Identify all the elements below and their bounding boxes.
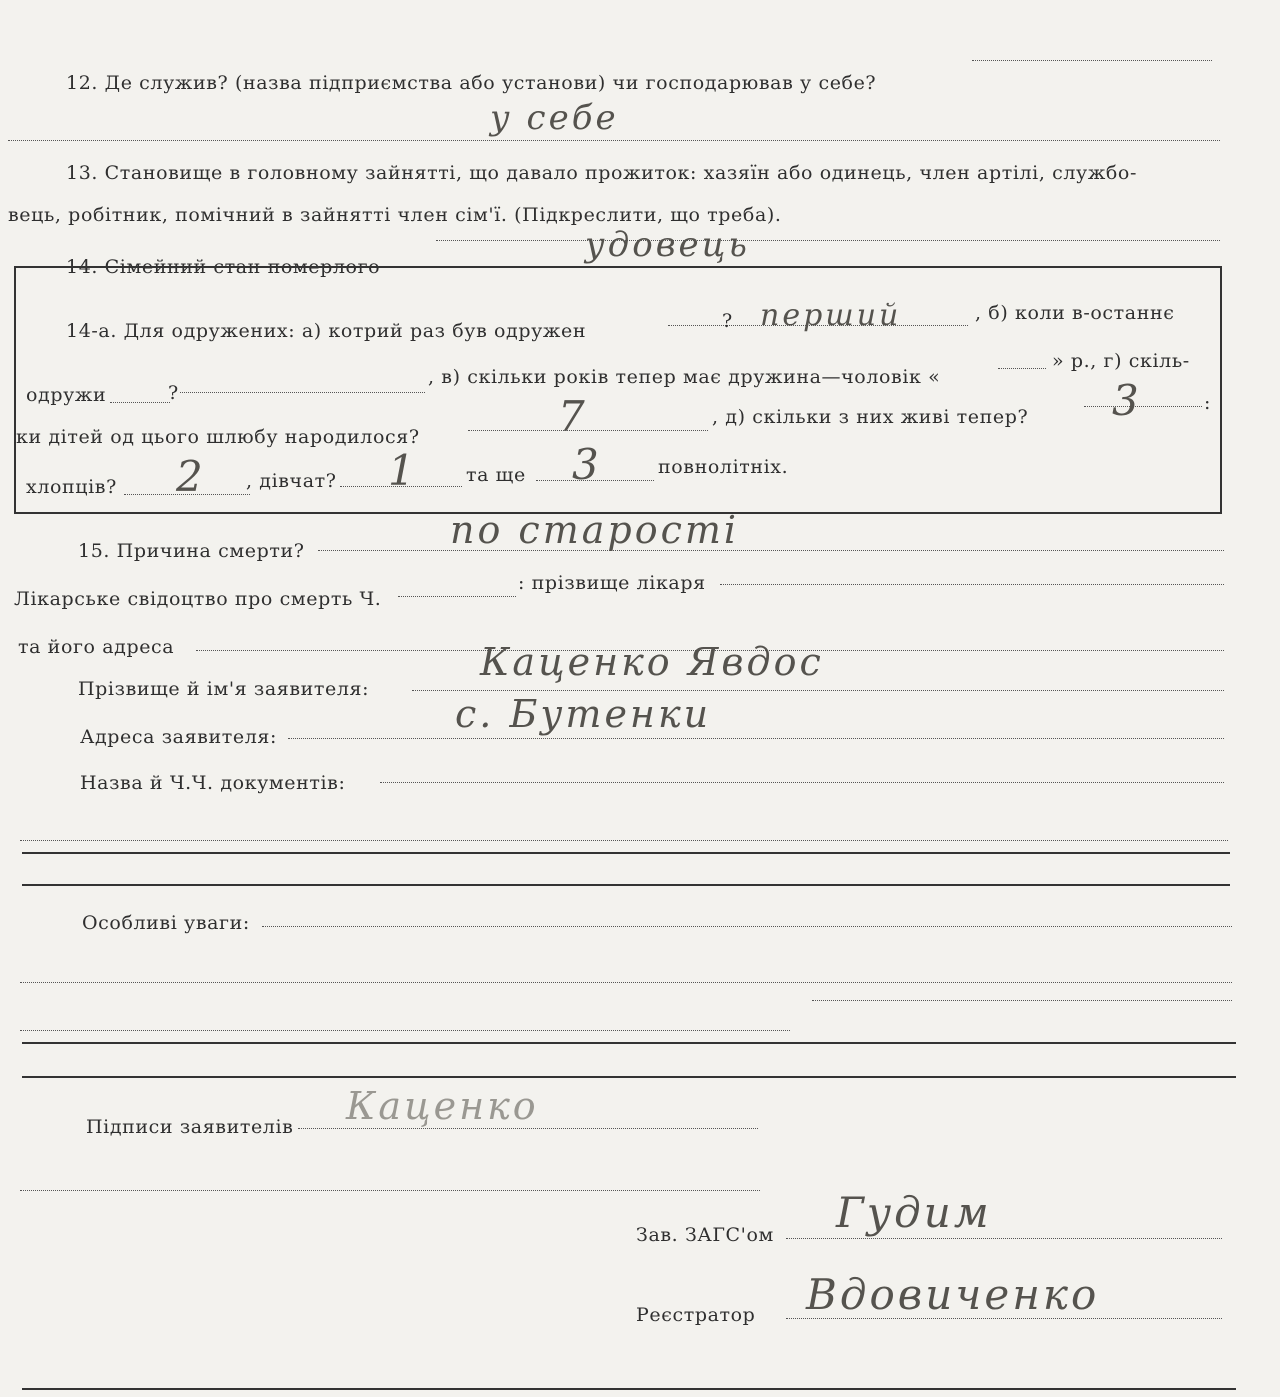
applicant-docs-dots — [380, 782, 1224, 783]
applicant-signature-dots — [298, 1128, 758, 1129]
applicant-address-dots — [288, 738, 1224, 739]
divider-rule-1 — [22, 852, 1230, 854]
remarks-label: Особливі уваги: — [82, 912, 250, 934]
q14a-line1-text: 14-а. Для одружених: а) котрий раз був одружен — [66, 320, 587, 342]
applicant-docs-label: Назва й Ч.Ч. документів: — [80, 772, 346, 794]
q14a-times-married: перший — [760, 298, 902, 333]
zags-head-signature: Гудим — [836, 1188, 992, 1237]
registrar-label: Реєстратор — [636, 1304, 756, 1326]
q12-answer: у себе — [490, 98, 619, 138]
applicant-signature: Каценко — [346, 1084, 539, 1128]
q14a-line2-a: одружи — [26, 384, 107, 406]
zags-head-dots — [786, 1238, 1222, 1239]
docs-extra-line — [20, 840, 1228, 841]
divider-rule-2 — [22, 884, 1230, 886]
q14a-girls: 1 — [388, 446, 418, 495]
q14a-line4-b: , дівчат? — [246, 470, 337, 492]
remarks-dots-1 — [262, 926, 1232, 927]
q14a-line3-a: ки дітей од цього шлюбу народилося? — [16, 426, 420, 448]
q12-label: 12. Де служив? (назва підприємства або установи) чи господарював у себе? — [66, 72, 877, 94]
q15-address-label: та його адреса — [18, 636, 175, 658]
q14a-line3-dots1 — [468, 430, 708, 431]
signature-extra-line — [20, 1190, 760, 1191]
applicant-name-value: Каценко Явдос — [480, 640, 824, 684]
q15-cert-label: Лікарське свідоцтво про смерть Ч. — [14, 588, 382, 610]
q14a-line3-b: , д) скільки з них живі тепер? — [712, 406, 1029, 428]
applicant-address-label: Адреса заявителя: — [80, 726, 277, 748]
q12-answer-line — [8, 140, 1220, 141]
q15-cause-of-death: по старості — [450, 508, 740, 552]
q15-doctor-dots — [720, 584, 1224, 585]
remarks-dots-3a — [20, 1030, 790, 1031]
q14a-line2-dots1 — [110, 402, 170, 403]
q13-line1: 13. Становище в головному зайнятті, що давало прожиток: хазяїн або одинець, член артілі, службо- — [66, 162, 1137, 184]
applicant-address-value: с. Бутенки — [455, 692, 712, 736]
q12-dotted-line — [972, 60, 1212, 61]
applicant-signature-label: Підписи заявителів — [86, 1116, 294, 1138]
q14a-children-born: 7 — [558, 392, 588, 441]
q14-answer-line — [436, 240, 1220, 241]
q13-line2: вець, робітник, помічний в зайнятті член сім'ї. (Підкреслити, що треба). — [8, 204, 782, 226]
q14a-line3-dots2 — [1084, 406, 1202, 407]
q14a-line3-c: : — [1204, 392, 1212, 414]
remarks-dots-2 — [20, 982, 1232, 983]
zags-head-label: Зав. ЗАГС'ом — [636, 1224, 774, 1246]
q15-label: 15. Причина смерти? — [78, 540, 305, 562]
q14a-line2-dots2 — [180, 392, 425, 393]
q14a-line2-b: , в) скільки років тепер має дружина—чоловік « — [428, 366, 941, 388]
q14a-line1-b: , б) коли в-останнє — [975, 302, 1175, 324]
applicant-name-dots — [412, 690, 1224, 691]
divider-rule-4 — [22, 1076, 1236, 1078]
q14a-line4-d: повнолітніх. — [658, 456, 789, 478]
q14a-line4-c: та ще — [466, 464, 526, 486]
q14-answer: удовець — [585, 225, 750, 265]
q14a-line2-c: » р., г) скіль- — [1052, 350, 1190, 372]
q15-cert-dots — [398, 596, 516, 597]
q14a-line2-dots3 — [998, 368, 1046, 369]
applicant-name-label: Прізвище й ім'я заявителя: — [78, 678, 370, 700]
q15-doctor-label: : прізвище лікаря — [518, 572, 706, 594]
registrar-signature: Вдовиченко — [806, 1270, 1100, 1319]
q14-label: 14. Сімейний стан померлого — [66, 256, 381, 278]
remarks-dots-3b — [812, 1000, 1232, 1001]
q14a-boys: 2 — [176, 452, 206, 501]
q14a-line2-q: ? — [168, 382, 179, 404]
bottom-rule — [22, 1388, 1236, 1390]
q14a-adults: 3 — [572, 440, 602, 489]
q14a-line4-a: хлопців? — [26, 476, 117, 498]
q14a-line1-q: ? — [722, 310, 733, 332]
divider-rule-3 — [22, 1042, 1236, 1044]
q14a-alive-now: 3 — [1112, 376, 1142, 425]
